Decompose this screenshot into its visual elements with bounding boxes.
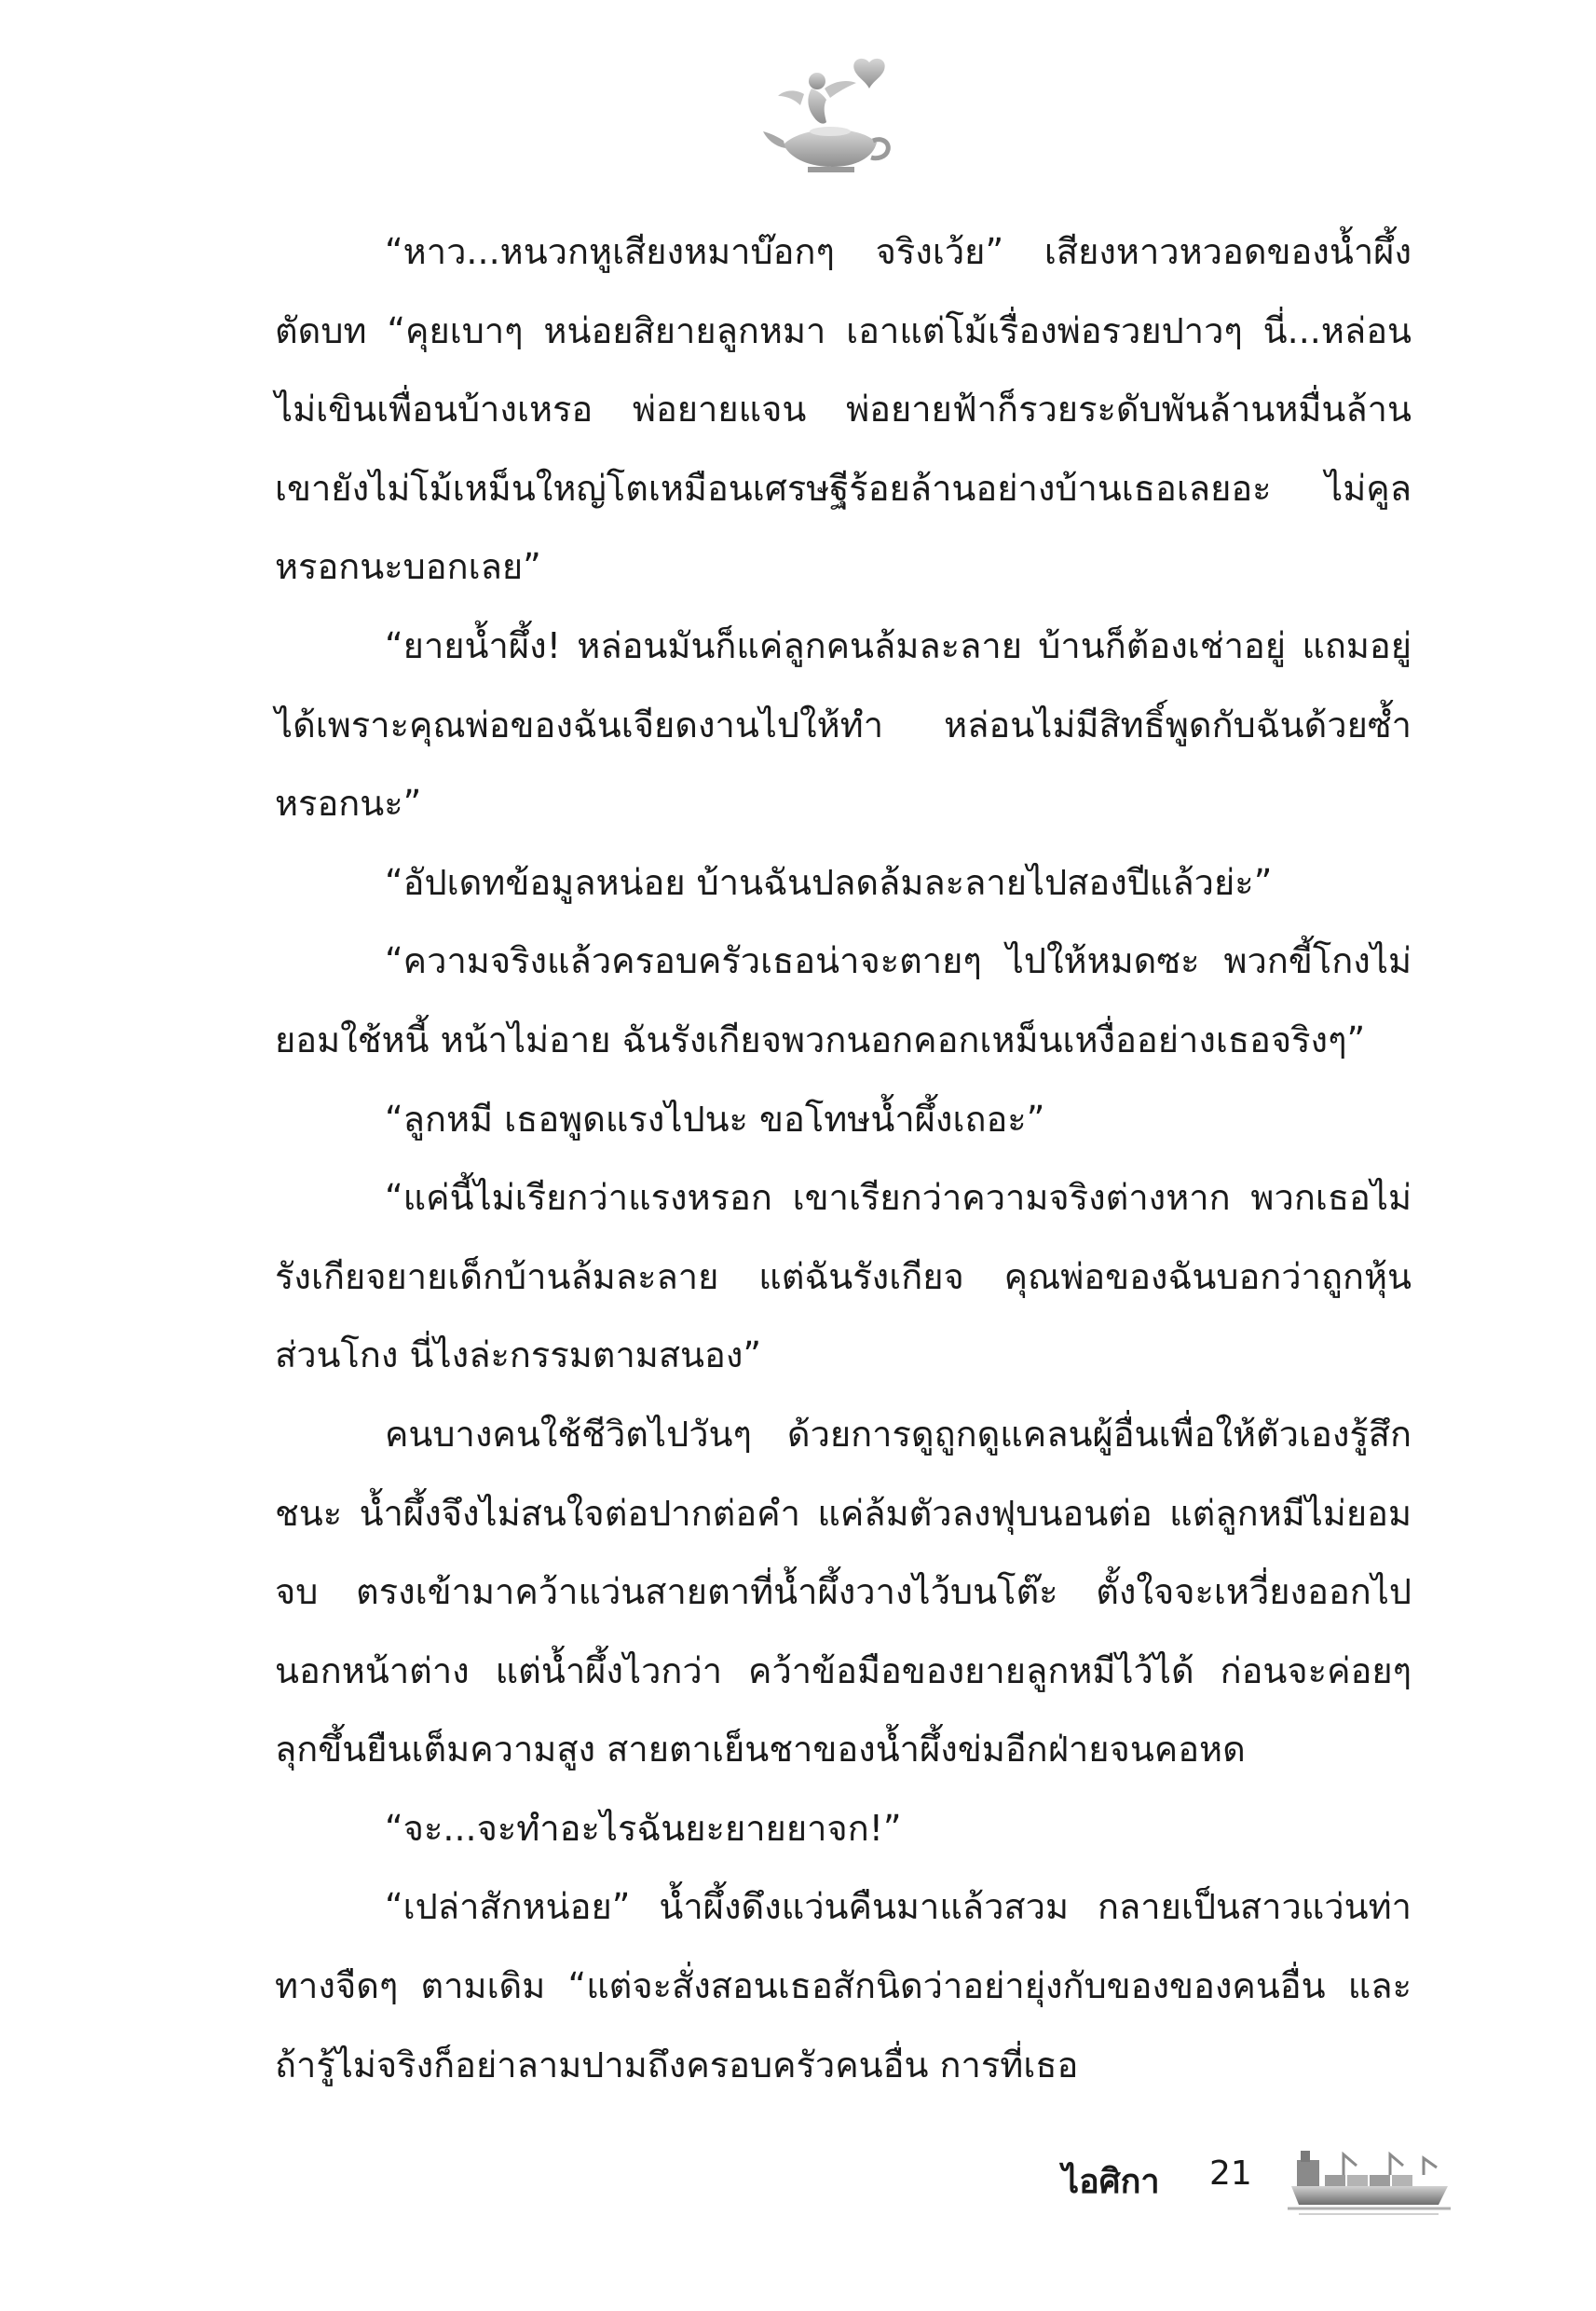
paragraph: “แค่นี้ไม่เรียกว่าแรงหรอก เขาเรียกว่าความจริงต่างหาก พวกเธอไม่รังเกียจยายเด็กบ้านล้มละลาย แต่ฉันรังเกียจ คุณพ่อของฉันบอกว่าถูกหุ้นส่วนโกง นี่ไงล่ะกรรมตามสนอง”: [275, 1177, 1412, 1376]
paragraph: “ลูกหมี เธอพูดแรงไปนะ ขอโทษน้ำผึ้งเถอะ”: [385, 1098, 1045, 1140]
paragraph: “เปล่าสักหน่อย” น้ำผึ้งดึงแว่นคืนมาแล้วสวม กลายเป็นสาวแว่นท่าทางจืดๆ ตามเดิม “แต่จะสั่งสอนเธอสักนิดว่าอย่ายุ่งกับของของคนอื่น และถ้ารู้ไม่จริงก็อย่าลามปามถึงครอบครัวคนอื่น การที่เธอ: [275, 1886, 1412, 2085]
page-footer: [1062, 2143, 1472, 2218]
paragraph: “อัปเดทข้อมูลหน่อย บ้านฉันปลดล้มละลายไปสองปีแล้วย่ะ”: [385, 861, 1273, 903]
book-title: ไอศิกา: [1062, 2163, 1160, 2201]
paragraph: “ยายน้ำผึ้ง! หล่อนมันก็แค่ลูกคนล้มละลาย บ้านก็ต้องเช่าอยู่ แถมอยู่ได้เพราะคุณพ่อของฉันเจียดงานไปให้ทำ หล่อนไม่มีสิทธิ์พูดกับฉันด้วยซ้ำหรอกนะ”: [275, 624, 1412, 825]
page-number: 21: [1209, 2154, 1252, 2193]
paragraph: “จะ...จะทำอะไรฉันยะยายยาจก!”: [385, 1807, 902, 1849]
paragraph: “ความจริงแล้วครอบครัวเธอน่าจะตายๆ ไปให้หมดซะ พวกขี้โกงไม่ยอมใช้หนี้ หน้าไม่อาย ฉันรังเกียจพวกนอกคอกเหม็นเหงื่ออย่างเธอจริงๆ”: [275, 940, 1412, 1060]
paragraph: คนบางคนใช้ชีวิตไปวันๆ ด้วยการดูถูกดูแคลนผู้อื่นเพื่อให้ตัวเองรู้สึกชนะ น้ำผึ้งจึงไม่สนใจต่อปากต่อคำ แค่ล้มตัวลงฟุบนอนต่อ แต่ลูกหมีไม่ยอมจบ ตรงเข้ามาคว้าแว่นสายตาที่น้ำผึ้งวางไว้บนโต๊ะ ตั้งใจจะเหวี่ยงออกไปนอกหน้าต่าง แต่น้ำผึ้งไวกว่า คว้าข้อมือของยายลูกหมีไว้ได้ ก่อนจะค่อยๆ ลุกขึ้นยืนเต็มความสูง สายตาเย็นชาของน้ำผึ้งข่มอีกฝ่ายจนคอหด: [275, 1413, 1412, 1771]
cargo-ship-icon: [1288, 2143, 1451, 2218]
teapot-fairy-ornament-icon: [759, 51, 899, 191]
paragraph: “หาว...หนวกหูเสียงหมาบ๊อกๆ จริงเว้ย” เสียงหาวหวอดของน้ำผึ้งตัดบท “คุยเบาๆ หน่อยสิยายลูกหมา เอาแต่โม้เรื่องพ่อรวยปาวๆ นี่...หล่อนไม่เขินเพื่อนบ้างเหรอ พ่อยายแจน พ่อยายฟ้าก็รวยระดับพันล้านหมื่นล้าน เขายังไม่โม้เหม็นใหญ่โตเหมือนเศรษฐีร้อยล้านอย่างบ้านเธอเลยอะ ไม่คูลหรอกนะบอกเลย”: [275, 231, 1412, 588]
body-text: [275, 212, 1412, 2104]
